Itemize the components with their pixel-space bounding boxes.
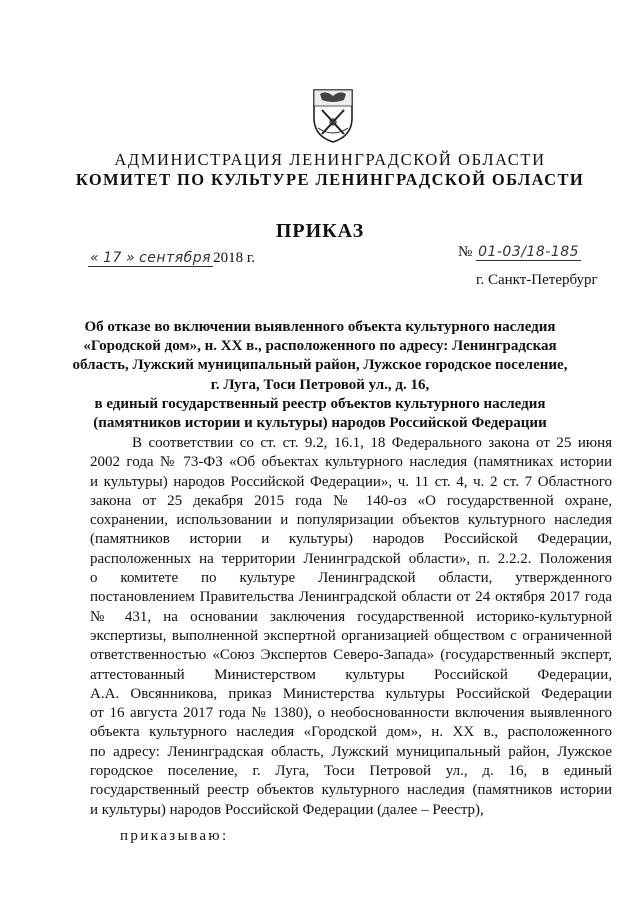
organization-name: АДМИНИСТРАЦИЯ ЛЕНИНГРАДСКОЙ ОБЛАСТИ — [114, 150, 546, 169]
subject-line: Об отказе во включении выявленного объекта культурного наследия — [84, 319, 556, 335]
date-month: сентября — [139, 250, 212, 266]
body-line: расположенных на территории Ленинградской области», п. 2.2.2. Положения — [90, 550, 612, 567]
document-title: ПРИКАЗ — [275, 220, 365, 242]
body-line: закона от 25 декабря 2015 года № 140-оз «О государственной охране, — [90, 492, 612, 509]
body-line: В соответствии со ст. ст. 9.2, 16.1, 18 Федерального закона от 25 июня — [132, 435, 612, 451]
subject-line: (памятников истории и культуры) народов Российской Федерации — [93, 415, 547, 432]
date-year: 2018 г. — [213, 250, 256, 266]
coat-of-arms-icon — [310, 84, 356, 144]
body-line: 2002 года № 73-ФЗ «Об объектах культурного наследия (памятниках истории — [90, 454, 612, 471]
body-line: аттестованный Министерством культуры Российской Федерации, — [90, 666, 612, 683]
date-day: 17 — [103, 250, 122, 266]
body-line: и культуры) народов Российской Федерации», ч. 11 ст. 4, ч. 2 ст. 7 Областного — [90, 473, 612, 490]
date-open-quote: « — [90, 250, 100, 266]
document-city: г. Санкт-Петербург — [476, 272, 598, 288]
date-close-quote: » — [125, 250, 136, 266]
body-line: городское поселение, г. Луга, Тоси Петровой ул., д. 16, в единый — [90, 763, 612, 780]
body-line: (памятников истории и культуры) народов Российской Федерации, — [90, 531, 612, 548]
body-line: ответственностью «Союз Экспертов Северо-Запада» (государственный эксперт, — [90, 647, 612, 664]
body-line: экспертизы, выполненной экспертной организацией обществом с ограниченной — [90, 627, 612, 644]
body-line: объекта культурного наследия «Городской дом», н. XX в., расположенного — [90, 724, 612, 741]
subject-line: «Городской дом», н. XX в., расположенного по адресу: Ленинградская — [83, 338, 557, 355]
body-line: А.А. Овсянникова, приказ Министерства культуры Российской Федерации — [90, 685, 612, 702]
subject-line: в единый государственный реестр объектов культурного наследия — [94, 395, 546, 412]
committee-name: КОМИТЕТ ПО КУЛЬТУРЕ ЛЕНИНГРАДСКОЙ ОБЛАСТИ — [75, 170, 585, 189]
order-word: приказываю: — [120, 828, 229, 844]
body-line: о комитете по культуре Ленинградской области, утвержденного — [90, 570, 612, 587]
document-date — [88, 250, 255, 267]
document-body — [90, 434, 612, 820]
number-prefix: № — [458, 244, 473, 260]
subject-line: г. Луга, Тоси Петровой ул., д. 16, — [210, 376, 430, 393]
body-line: сохранении, использовании и популяризации объектов культурного наследия — [90, 512, 612, 529]
body-line: № 431, на основании заключения государственной историко-культурной — [90, 608, 612, 625]
document-number — [458, 244, 581, 261]
body-line: от 16 августа 2017 года № 1380), о необоснованности включения выявленного — [90, 705, 612, 722]
subject-line: область, Лужский муниципальный район, Лужское городское поселение, — [72, 357, 568, 374]
body-line: по адресу: Ленинградская область, Лужский муниципальный район, Лужское — [90, 743, 612, 760]
body-line: государственный реестр объектов культурного наследия (памятников истории — [90, 782, 612, 799]
body-line: и культуры) народов Российской Федерации (далее – Реестр), — [90, 801, 484, 818]
number-value: 01-03/18-185 — [478, 244, 580, 260]
document-subject — [70, 318, 570, 433]
body-line: постановлением Правительства Ленинградской области от 24 октября 2017 года — [90, 589, 612, 606]
